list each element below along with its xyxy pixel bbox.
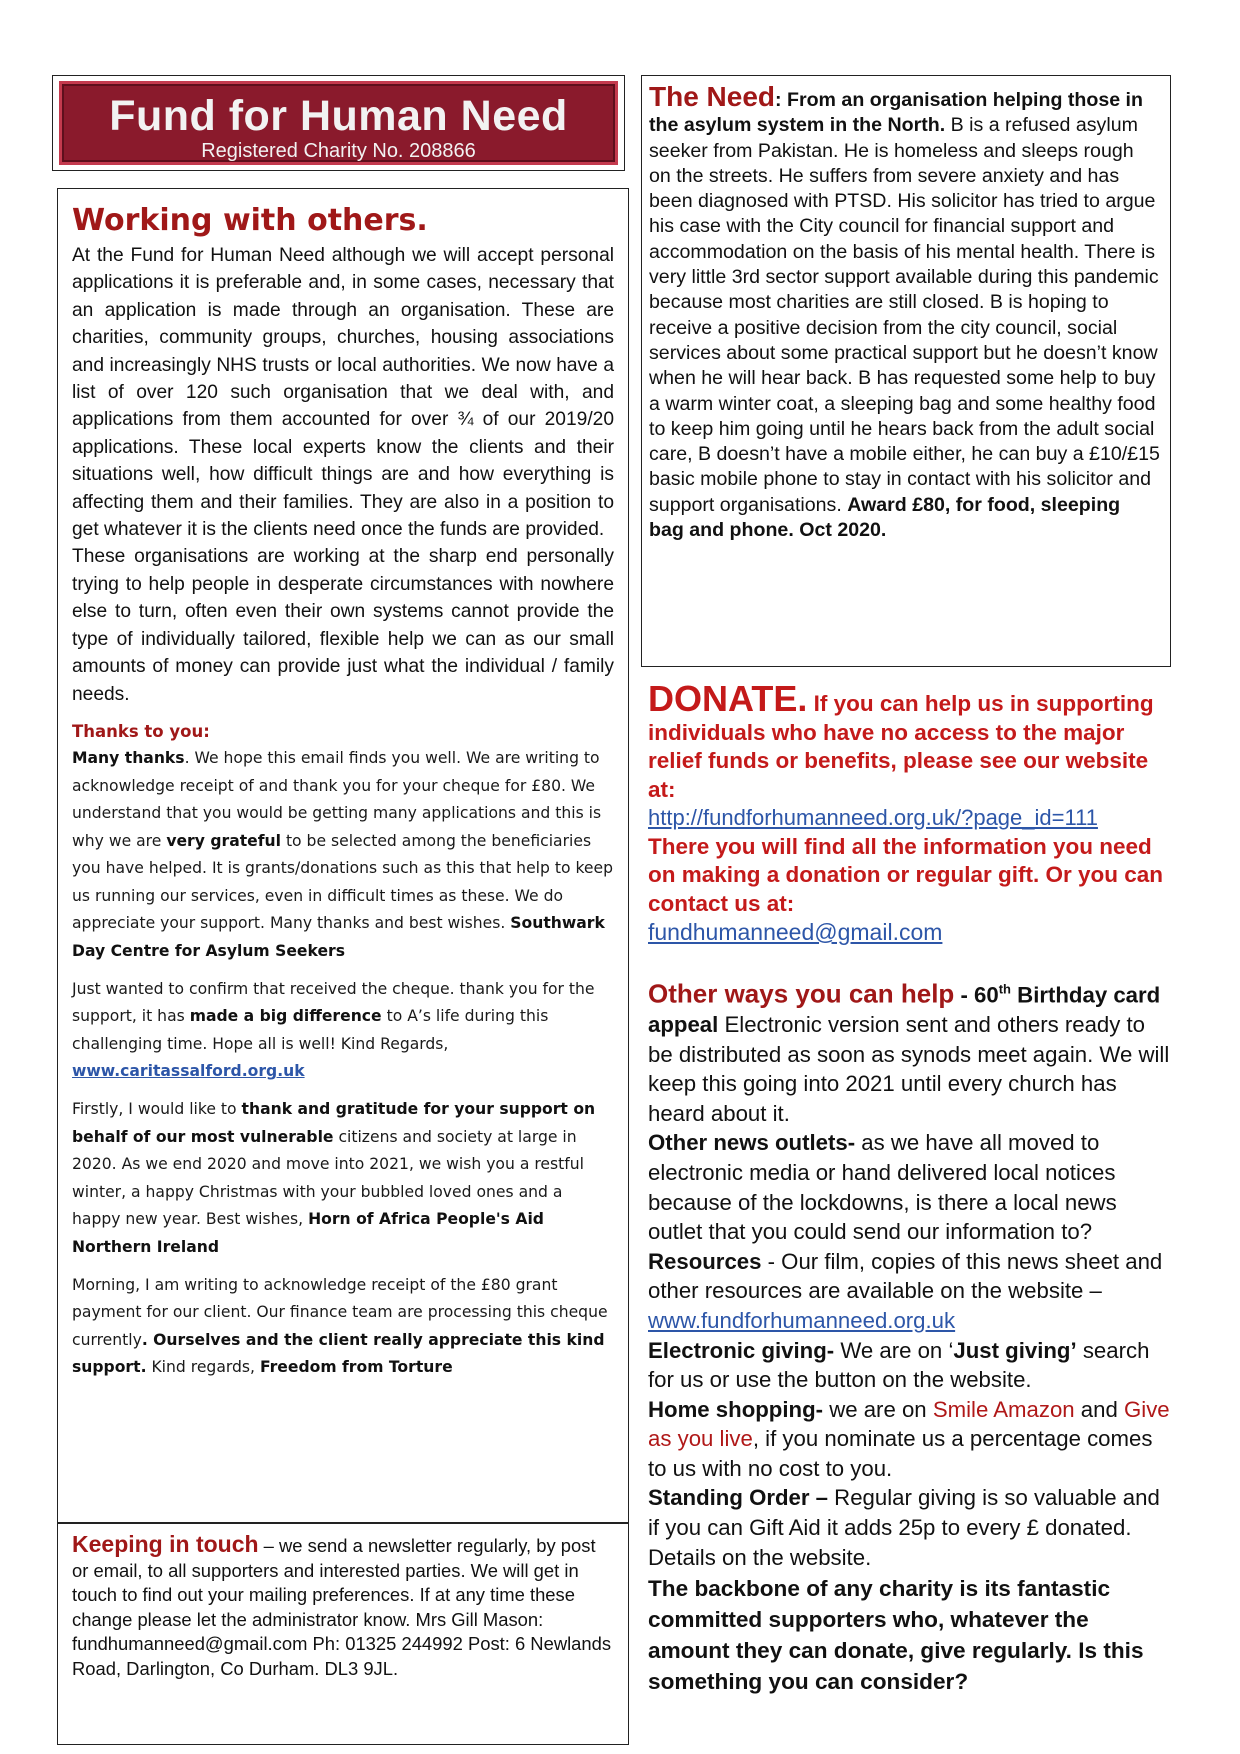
thanks-signature: Freedom from Torture (259, 1358, 453, 1377)
home-shopping-text: , if you nominate us a percentage comes to us with no cost to you. (648, 1426, 1153, 1481)
donate-section (648, 678, 1173, 948)
thanks-bold: thank and gratitude for your support on behalf of our most vulnerable (72, 1100, 596, 1146)
thanks-letter-southwark (72, 745, 614, 966)
donate-title: DONATE. (648, 678, 808, 719)
birthday-label: - 60 (954, 982, 999, 1008)
thanks-text: Morning, I am writing to acknowledge receipt of the £80 grant payment for our client. Our finance team are processing this cheque currently (72, 1275, 608, 1349)
smile-amazon-label: Smile Amazon (932, 1396, 1075, 1422)
electronic-giving-text: search for us or use the button on the website. (648, 1337, 1150, 1393)
working-paragraph-1: At the Fund for Human Need although we will accept personal applications it is preferable and, in some cases, necessary that an application is made through an organisation. These are charities, community groups, churches, housing associations and increasingly NHS trusts or local authorities. We now have a list of over 120 such organisation that we deal with, and applications from them accounted for over ¾ of our 2019/20 applications. These local experts know the clients and their situations well, how difficult things are and how everything is affecting them and their families. They are also in a position to get whatever it is the clients need once the funds are provided. (72, 245, 614, 541)
logo-title: Fund for Human Need (109, 92, 568, 140)
donate-intro: If you can help us in supporting individuals who have no access to the major relief funds or benefits, please see our website at: (648, 691, 1154, 802)
resources-text: - Our film, copies of this news sheet and other resources are available on the website – (648, 1248, 1163, 1304)
donate-email-link[interactable]: fundhumanneed@gmail.com (648, 919, 943, 945)
thanks-bold: . Ourselves and the client really appreciate this kind support. (72, 1330, 605, 1377)
standing-order-text: Regular giving is so valuable and if you can Gift Aid it adds 25p to every £ donated. Details on the website. (648, 1485, 1160, 1570)
birthday-label: Birthday card appeal (648, 982, 1161, 1037)
need-subtitle: From an organisation helping those in the asylum system in the North. (649, 89, 1143, 137)
thanks-letter-horn-of-africa (72, 1096, 614, 1262)
working-with-others-section (57, 188, 629, 1523)
need-award: Award £80, for food, sleeping bag and phone. Oct 2020. (649, 493, 1121, 542)
thanks-text: Just wanted to confirm that received the cheque. thank you for the support, it has (72, 979, 595, 1026)
thanks-title: Thanks to you: (72, 721, 210, 741)
give-as-you-live-label: Give as you live (648, 1396, 1170, 1452)
keeping-title: Keeping in touch (72, 1531, 259, 1557)
resources-title: Resources (648, 1248, 762, 1274)
home-shopping-text: and (1074, 1396, 1124, 1422)
working-paragraph-2: These organisations are working at the sharp end personally trying to help people in desperate circumstances with nowhere else to turn, often even their own systems cannot provide the type of individually tailored, flexible help we can as our small amounts of money can provide just what the individual / family needs. (72, 546, 614, 705)
need-title: The Need (649, 81, 776, 112)
thanks-signature: Southwark Day Centre for Asylum Seekers (72, 914, 605, 961)
thanks-letter-freedom-from-torture (72, 1272, 614, 1382)
birthday-sup: th (998, 982, 1011, 997)
home-shopping-text: we are on (823, 1396, 933, 1422)
thanks-text: to be selected among the beneficiaries you have helped. It is grants/donations such as this that help to keep us running our services, even in difficult times as these. We do appreciate your support. Many thanks and best wishes. (72, 831, 614, 933)
other-title: Other ways you can help (648, 978, 955, 1009)
caritas-link[interactable]: www.caritassalford.org.uk (72, 1062, 305, 1081)
working-title: Working with others. (72, 203, 428, 238)
thanks-text: Kind regards, (146, 1358, 260, 1377)
logo-registration: Registered Charity No. 208866 (201, 140, 476, 162)
need-colon: : (775, 89, 787, 111)
thanks-text: Firstly, I would like to (72, 1100, 242, 1119)
resources-website-link[interactable]: www.fundforhumanneed.org.uk (648, 1307, 956, 1333)
keeping-paragraph (72, 1532, 614, 1682)
news-title: Other news outlets- (648, 1130, 856, 1156)
other-ways-section (648, 975, 1170, 1697)
backbone-statement: The backbone of any charity is its fantastic committed supporters who, whatever the amount they can donate, give regularly. Is this something you can consider? (648, 1576, 1144, 1694)
home-shopping-title: Home shopping- (648, 1396, 824, 1422)
electronic-giving-title: Electronic giving- (648, 1337, 835, 1363)
thanks-text: citizens and society at large in 2020. As we end 2020 and move into 2021, we wish you a restful winter, a happy Christmas with your bubbled loved ones and a happy new year. Best wishes, (72, 1127, 584, 1229)
charity-logo-banner (52, 75, 625, 171)
just-giving-label: Just giving’ (953, 1337, 1077, 1363)
birthday-text: Electronic version sent and others ready to be distributed as soon as synods meet again. We will keep this going into 2021 until every church has heard about it. (648, 1011, 1170, 1126)
standing-order-title: Standing Order – (648, 1485, 828, 1511)
thanks-text: to A’s life during this challenging time. Hope all is well! Kind Regards, (72, 1007, 549, 1053)
donate-info: There you will find all the information you need on making a donation or regular gift. Or you can contact us at: (648, 833, 1164, 916)
thanks-bold: very grateful (166, 831, 281, 850)
donate-website-link[interactable]: http://fundforhumanneed.org.uk/?page_id=111 (648, 805, 1098, 830)
electronic-giving-text: We are on ‘ (834, 1337, 954, 1363)
logo-panel (59, 81, 618, 165)
thanks-letter-caritas (72, 976, 614, 1086)
donate-paragraph (648, 678, 1173, 948)
thanks-text: . We hope this email finds you well. We are writing to acknowledge receipt of and thank you for your cheque for £80. We understand that you would be getting many applications and this is why we are (72, 748, 602, 850)
the-need-section (641, 75, 1171, 667)
keeping-text: – we send a newsletter regularly, by post or email, to all supporters and interested parties. We will get in touch to find out your mailing preferences. If at any time these change please let the administrator know. Mrs Gill Mason: fundhumanneed@gmail.com Ph: 01325 244992 Post: 6 Newlands Road, Darlington, Co Durham. DL3 9JL. (72, 1535, 612, 1679)
need-text: B is a refused asylum seeker from Pakistan. He is homeless and sleeps rough on the streets. He suffers from severe anxiety and has been diagnosed with PTSD. His solicitor has tried to argue his case with the City council for financial support and accommodation on the basis of his mental health. There is very little 3rd sector support available during this pandemic because most charities are still closed. B is hoping to receive a positive decision from the city council, social services about some practical support but he doesn’t know when he will hear back. B has requested some help to buy a warm winter coat, a sleeping bag and some healthy food to keep him going until he hears back from the adult social care, B doesn’t have a mobile either, he can buy a £10/£15 basic mobile phone to stay in contact with his solicitor and support organisations. (649, 114, 1160, 516)
thanks-bold: Many thanks (72, 748, 185, 767)
news-text: as we have all moved to electronic media or hand delivered local notices because of the lockdowns, is there a local news outlet that you could send our information to? (648, 1130, 1117, 1245)
other-paragraph (648, 975, 1170, 1572)
thanks-bold: made a big difference (189, 1007, 382, 1026)
thanks-signature: Horn of Africa People's Aid Northern Ireland (72, 1210, 544, 1256)
keeping-in-touch-section (57, 1523, 629, 1745)
need-paragraph (649, 81, 1160, 543)
